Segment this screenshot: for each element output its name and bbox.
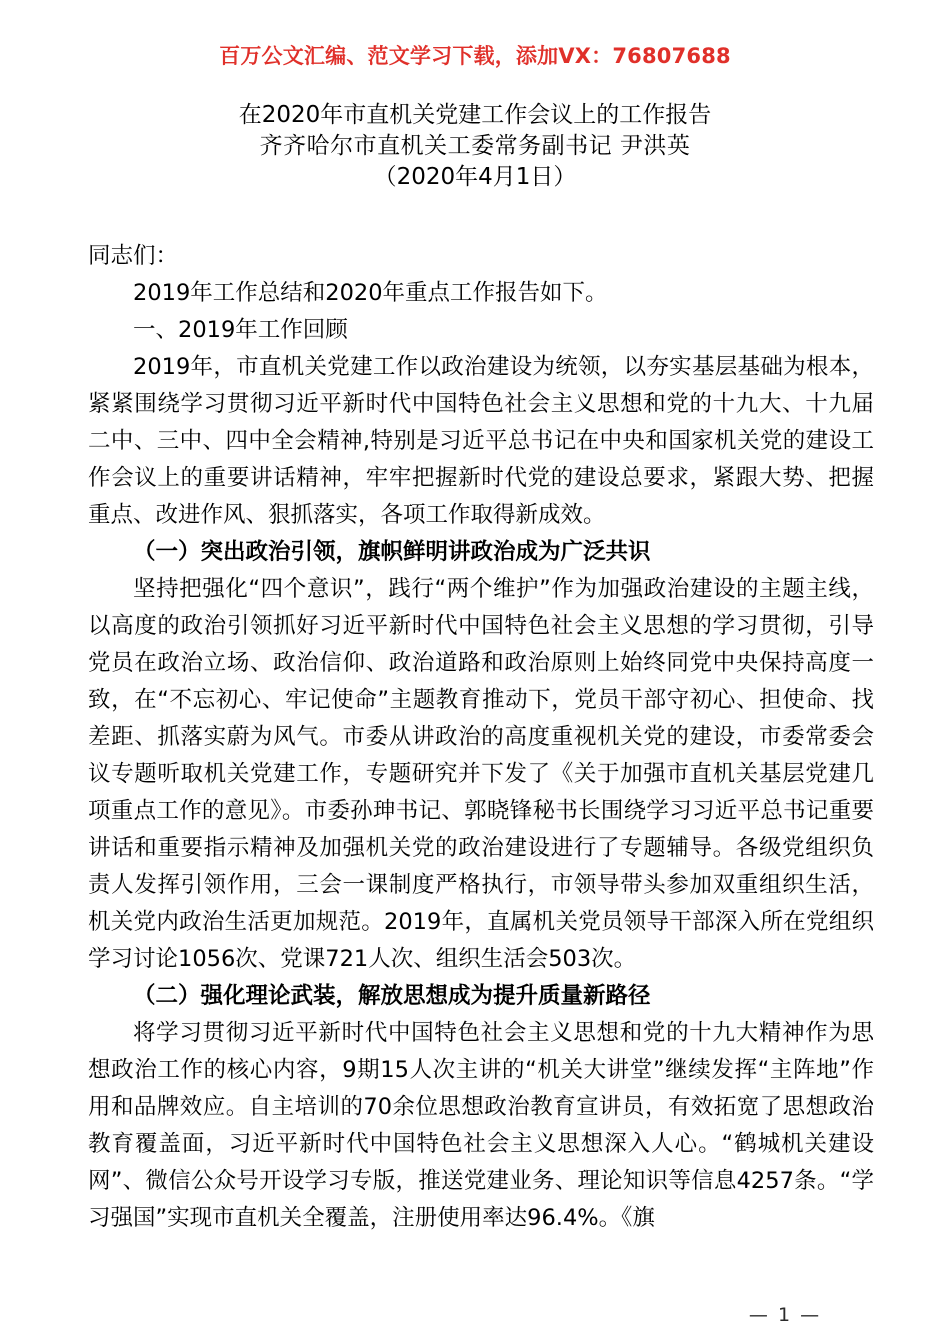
advertisement-banner: 百万公文汇编、范文学习下载，添加VX：76807688	[219, 44, 731, 68]
subsection-2-paragraph: 将学习贯彻习近平新时代中国特色社会主义思想和党的十九大精神作为思想政治工作的核心内容，9期15人次主讲的“机关大讲堂”继续发挥“主阵地”作用和品牌效应。自主培训的70余位思想政治教育宣讲员，有效拓宽了思想政治教育覆盖面，习近平新时代中国特色社会主义思想深入人心。“鹤城机关建设网”、微信公众号开设学习专版，推送党建业务、理论知识等信息4257条。“学习强国”实现市直机关全覆盖，注册使用率达96.4%。《旗	[88, 1020, 874, 1231]
document-body	[88, 238, 874, 1237]
page-number-footer	[0, 1304, 950, 1326]
document-title-line-2-author: 齐齐哈尔市直机关工委常务副书记 尹洪英	[259, 133, 691, 159]
subsection-1-paragraph	[88, 571, 874, 978]
section-one-label: 一、2019年工作回顾	[133, 317, 348, 343]
document-title-block	[0, 100, 950, 193]
subsection-1-text-part-b: 书记、郭晓锋秘书长围绕学习习近平总书记重要讲话和重要指示精神及加强机关党的政治建设进行了专题辅导。各级党组织负责人发挥引领作用，三会一课制度严格执行，市领导带头参加双重组织生活，机关党内政治生活更加规范。2019年，直属机关党员领导干部深入所在党组织学习讨论1056次、党课721人次、组织生活会503次。	[88, 798, 874, 972]
salutation-paragraph: 同志们：	[88, 243, 179, 269]
subsection-1-text-part-a: 坚持把强化“四个意识”，践行“两个维护”作为加强政治建设的主题主线，以高度的政治引领抓好习近平新时代中国特色社会主义思想的学习贯彻，引导党员在政治立场、政治信仰、政治道路和政治原则上始终同党中央保持高度一致，在“不忘初心、牢记使命”主题教育推动下，党员干部守初心、担使命、找差距、抓落实蔚为风气。市委从讲政治的高度重视机关党的建设，市委常委会议专题听取机关党建工作，专题研究并下发了《关于加强市直机关基层党建几项重点工作的意见》。市委孙	[88, 576, 874, 824]
subsection-heading-1: （一）突出政治引领，旗帜鲜明讲政治成为广泛共识	[133, 539, 651, 565]
overview-paragraph: 2019年，市直机关党建工作以政治建设为统领，以夯实基层基础为根本，紧紧围绕学习贯彻习近平新时代中国特色社会主义思想和党的十九大、十九届二中、三中、四中全会精神,特别是习近平总书记在中央和国家机关党的建设工作会议上的重要讲话精神，牢牢把握新时代党的建设总要求，紧跟大势、把握重点、改进作风、狠抓落实，各项工作取得新成效。	[88, 354, 874, 528]
page-number-value: — 1 —	[748, 1304, 822, 1326]
subsection-heading-2: （二）强化理论武装，解放思想成为提升质量新路径	[133, 983, 651, 1009]
document-title-line-3-date: （2020年4月1日）	[373, 164, 577, 190]
intro-paragraph: 2019年工作总结和2020年重点工作报告如下。	[133, 280, 608, 306]
subsection-1-name-glyph: 珅	[372, 798, 396, 824]
document-title-line-1: 在2020年市直机关党建工作会议上的工作报告	[238, 102, 712, 128]
